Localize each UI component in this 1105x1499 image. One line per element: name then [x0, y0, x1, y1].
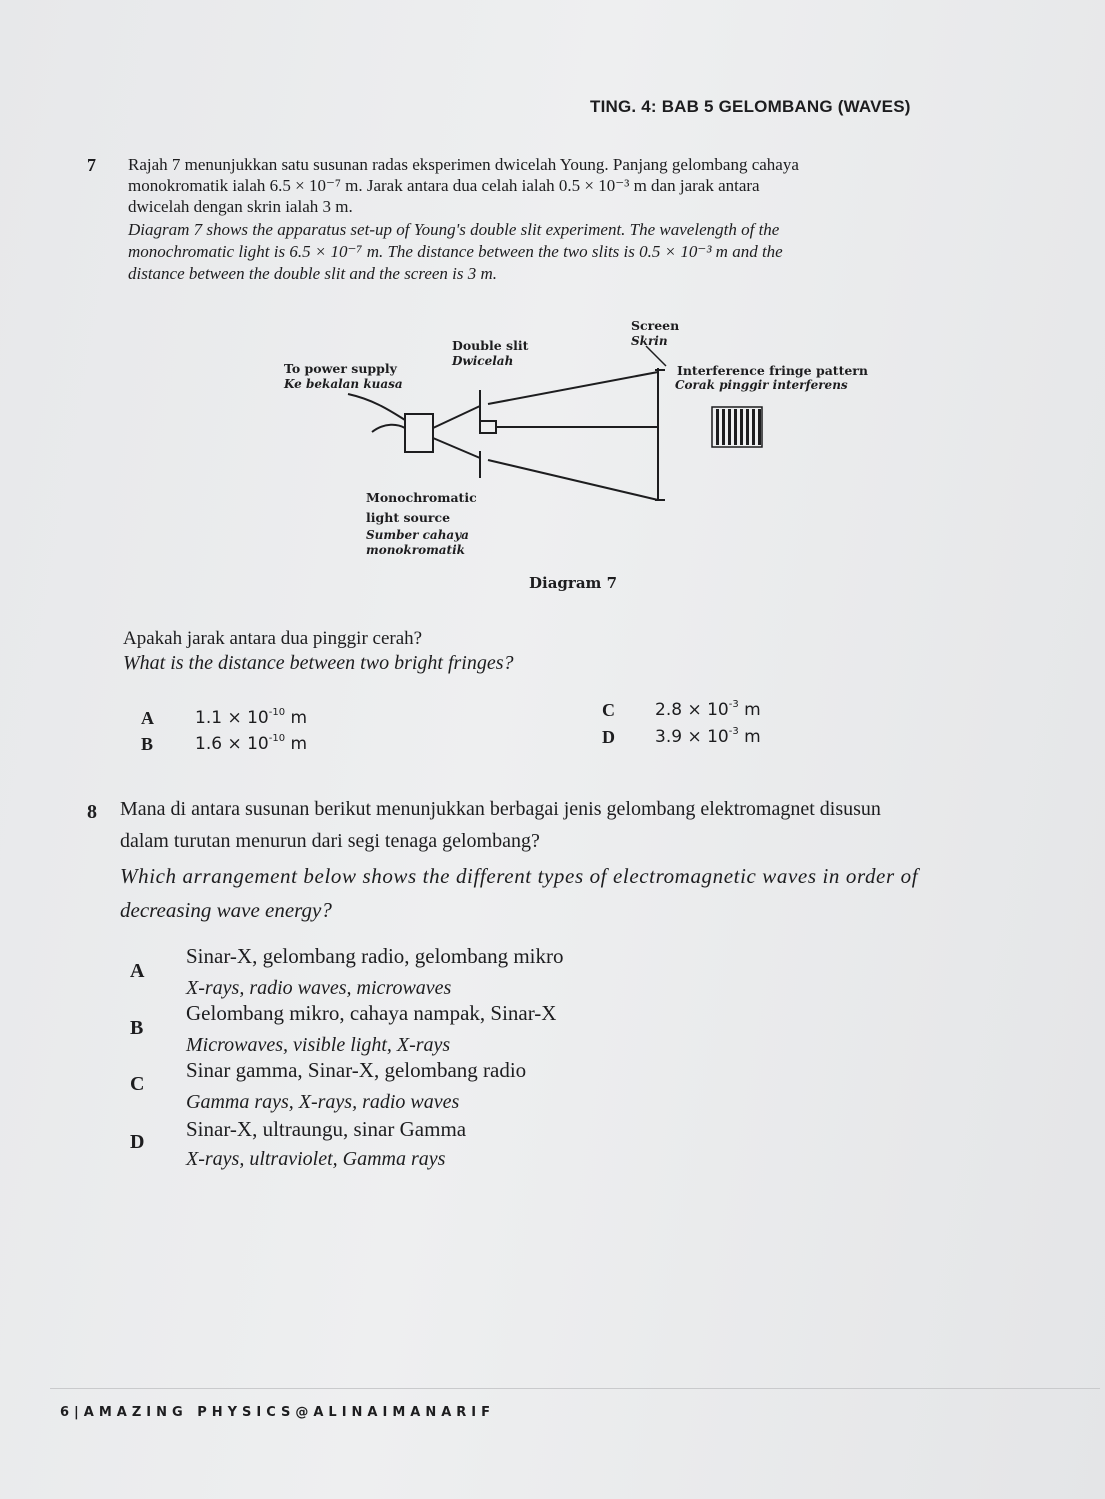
- q7-option-b-letter: B: [141, 734, 154, 754]
- q8-option-d-english[interactable]: X-rays, ultraviolet, Gamma rays: [186, 1148, 446, 1170]
- q7-option-c-value[interactable]: $2.8 \times 10^{-3}$ m: [655, 699, 761, 720]
- q7-malay-line-2: monokromatik ialah 6.5 × 10⁻⁷ m. Jarak antara dua celah ialah 0.5 × 10⁻³ m dan jarak antara: [128, 176, 760, 195]
- q8-option-b-malay[interactable]: Gelombang mikro, cahaya nampak, Sinar-X: [186, 1001, 557, 1025]
- q8-malay-line-1: Mana di antara susunan berikut menunjukkan berbagai jenis gelombang elektromagnet disusun: [120, 798, 881, 820]
- q8-number: 8: [87, 801, 97, 823]
- label-dwicelah: Dwicelah: [452, 354, 514, 368]
- young-double-slit-diagram: [0, 0, 1105, 620]
- q8-malay-line-2: dalam turutan menurun dari segi tenaga gelombang?: [120, 830, 540, 852]
- q7-malay-line-1: Rajah 7 menunjukkan satu susunan radas eksperimen dwicelah Young. Panjang gelombang cahaya: [128, 155, 799, 174]
- q7-option-a-value[interactable]: $1.1 \times 10^{-10}$ m: [195, 707, 308, 728]
- fringe-pattern-icon: [712, 407, 762, 447]
- page-header: TING. 4: BAB 5 GELOMBANG (WAVES): [590, 97, 911, 116]
- q8-option-b-english[interactable]: Microwaves, visible light, X-rays: [186, 1034, 451, 1056]
- diagram-caption: Diagram 7: [529, 574, 618, 592]
- label-power-supply: To power supply: [284, 361, 397, 376]
- q7-malay-line-3: dwicelah dengan skrin ialah 3 m.: [128, 197, 353, 216]
- label-fringe-my: Corak pinggir interferens: [675, 378, 848, 392]
- footer-divider: [50, 1388, 1100, 1389]
- q8-option-a-english[interactable]: X-rays, radio waves, microwaves: [186, 977, 452, 999]
- q7-option-d-value[interactable]: $3.9 \times 10^{-3}$ m: [655, 726, 761, 747]
- light-source-box: [405, 414, 433, 452]
- q7-option-d-letter: D: [602, 727, 615, 747]
- q7-english-line-2: monochromatic light is 6.5 × 10⁻⁷ m. The distance between the two slits is 0.5 × 10⁻³ m and the: [128, 242, 783, 261]
- double-slit-middle: [480, 421, 496, 433]
- label-skrin: Skrin: [631, 334, 668, 348]
- q8-option-d-malay[interactable]: Sinar-X, ultraungu, sinar Gamma: [186, 1117, 467, 1141]
- q7-english-line-1: Diagram 7 shows the apparatus set-up of Young's double slit experiment. The wavelength of the: [128, 220, 780, 239]
- q7-english-line-3: distance between the double slit and the screen is 3 m.: [128, 264, 498, 283]
- label-ke-bekalan: Ke bekalan kuasa: [284, 377, 403, 391]
- q8-option-b-letter: B: [130, 1017, 144, 1039]
- q7-question-malay: Apakah jarak antara dua pinggir cerah?: [123, 628, 423, 649]
- q8-option-a-letter: A: [130, 960, 145, 982]
- q7-option-b-value[interactable]: $1.6 \times 10^{-10}$ m: [195, 733, 308, 754]
- q7-option-c-letter: C: [602, 700, 615, 720]
- q7-option-a-letter: A: [141, 708, 154, 728]
- q8-option-c-malay[interactable]: Sinar gamma, Sinar-X, gelombang radio: [186, 1058, 527, 1082]
- q8-option-d-letter: D: [130, 1131, 145, 1153]
- q7-number: 7: [87, 155, 96, 175]
- label-mono-1: Monochromatic: [366, 490, 477, 505]
- label-mono-2: light source: [366, 510, 451, 525]
- label-screen: Screen: [631, 318, 680, 333]
- q8-option-c-english[interactable]: Gamma rays, X-rays, radio waves: [186, 1091, 460, 1113]
- q8-option-c-letter: C: [130, 1073, 145, 1095]
- q7-question-english: What is the distance between two bright fringes?: [123, 652, 514, 674]
- label-sumber-1: Sumber cahaya: [366, 528, 469, 542]
- power-cable: [348, 394, 405, 420]
- label-sumber-2: monokromatik: [366, 543, 465, 557]
- q8-english-line-2: decreasing wave energy?: [120, 898, 332, 922]
- q8-english-line-1: Which arrangement below shows the different types of electromagnetic waves in order of: [120, 864, 919, 888]
- label-double-slit: Double slit: [452, 338, 529, 353]
- label-fringe-en: Interference fringe pattern: [677, 363, 868, 378]
- page-footer: 6|AMAZING PHYSICS@ALINAIMANARIF: [60, 1405, 495, 1420]
- q8-option-a-malay[interactable]: Sinar-X, gelombang radio, gelombang mikro: [186, 944, 564, 968]
